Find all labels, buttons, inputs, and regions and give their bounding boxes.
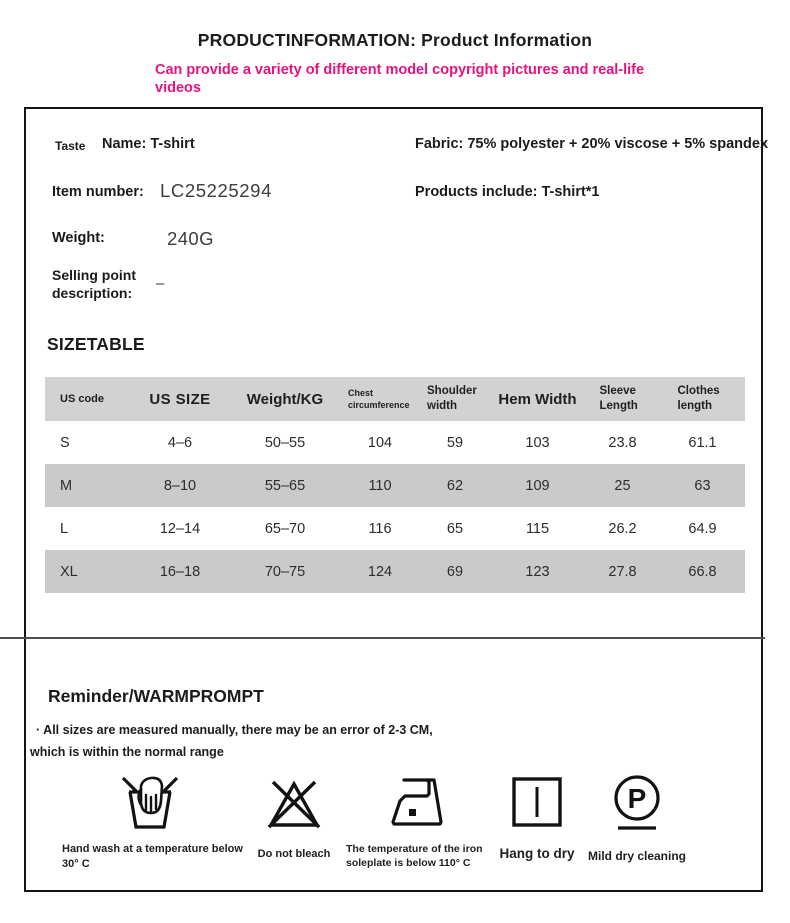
table-cell: 66.8 [688,563,717,580]
column-header-weight: Weight/KG [246,390,324,408]
table-cell: 8–10 [163,477,197,494]
table-cell: 123 [525,563,550,580]
table-cell: 124 [367,563,393,580]
column-header-us-code: US code [60,393,105,405]
table-cell: 115 [525,520,550,537]
table-cell: L [60,520,69,537]
products-include: Products include: T-shirt*1 [415,184,600,200]
mild-dry-cleaning-icon [605,771,669,835]
selling-point-label: Selling point description: [52,267,136,301]
hang-to-dry-icon [505,771,569,835]
table-cell: 116 [368,520,392,537]
item-number-value: LC25225294 [160,180,272,201]
fabric-info: Fabric: 75% polyester + 20% viscose + 5% spandex [415,136,769,152]
iron-low-temp-icon [385,771,449,835]
table-cell: 4–6 [167,434,193,451]
table-cell: 12–14 [159,520,201,537]
column-header-shoulder: Shoulder width [427,385,477,412]
hand-wash-icon [118,771,182,835]
table-cell: 110 [368,477,392,494]
taste-label: Taste [55,139,86,153]
table-cell: XL [60,563,78,580]
table-cell: 63 [694,477,711,494]
table-cell: 27.8 [608,563,637,580]
column-header-sleeve: Sleeve Length [599,385,638,412]
care-item-iron-low-temp [344,770,489,870]
table-cell: 70–75 [264,563,306,580]
table-cell: 65–70 [264,520,306,537]
table-cell: 59 [446,434,464,451]
weight-label: Weight: [52,230,105,246]
column-header-clothes: Clothes length [677,385,720,412]
table-cell: 69 [446,563,464,580]
table-cell: 104 [367,434,393,451]
column-header-chest: Chest circumference [348,387,410,410]
table-row-m [45,464,745,507]
table-cell: 103 [525,434,550,451]
table-cell: 16–18 [159,563,201,580]
table-cell: 109 [525,477,550,494]
table-cell: 25 [614,477,631,494]
care-item-label: The temperature of the iron soleplate is below 110° C [346,843,483,869]
size-table [45,377,745,593]
care-item-label: Hang to dry [499,846,575,861]
table-cell: 64.9 [688,520,717,537]
table-row-xl [45,550,745,593]
product-name: Name: T-shirt [102,136,195,152]
care-item-do-not-bleach [240,770,348,860]
section-divider [0,637,765,639]
table-cell: 26.2 [608,520,637,537]
table-cell: 65 [446,520,464,537]
column-header-us-size: US SIZE [149,390,211,408]
page-subtitle: Can provide a variety of different model copyright pictures and real-life videos [155,62,645,96]
table-cell: S [60,434,70,451]
column-header-hem: Hem Width [498,390,577,408]
reminder-heading: Reminder/WARMPROMPT [48,686,264,706]
care-item-mild-dry-cleaning [578,770,696,863]
table-cell: 23.8 [608,434,637,451]
table-row-l [45,507,745,550]
table-cell: M [60,477,73,494]
care-item-label: Mild dry cleaning [587,849,686,863]
item-number-label: Item number: [52,184,144,200]
reminder-note: · All sizes are measured manually, there may be an error of 2-3 CM, which is within the normal range [30,723,433,759]
do-not-bleach-icon [262,771,326,835]
table-cell: 61.1 [688,434,717,451]
table-row-s [45,421,745,464]
size-table-heading: SIZETABLE [47,334,145,354]
selling-point-value: – [156,275,165,292]
weight-value: 240G [167,228,214,249]
table-cell: 50–55 [264,434,306,451]
table-header-row [45,377,745,421]
care-item-label: Hand wash at a temperature below 30° C [62,843,243,870]
svg-text:P: P [627,783,647,814]
care-item-hand-wash [44,770,256,872]
table-cell: 55–65 [264,477,306,494]
table-cell: 62 [446,477,464,494]
care-item-label: Do not bleach [257,848,331,860]
page-title: PRODUCTINFORMATION: Product Information [197,30,593,50]
